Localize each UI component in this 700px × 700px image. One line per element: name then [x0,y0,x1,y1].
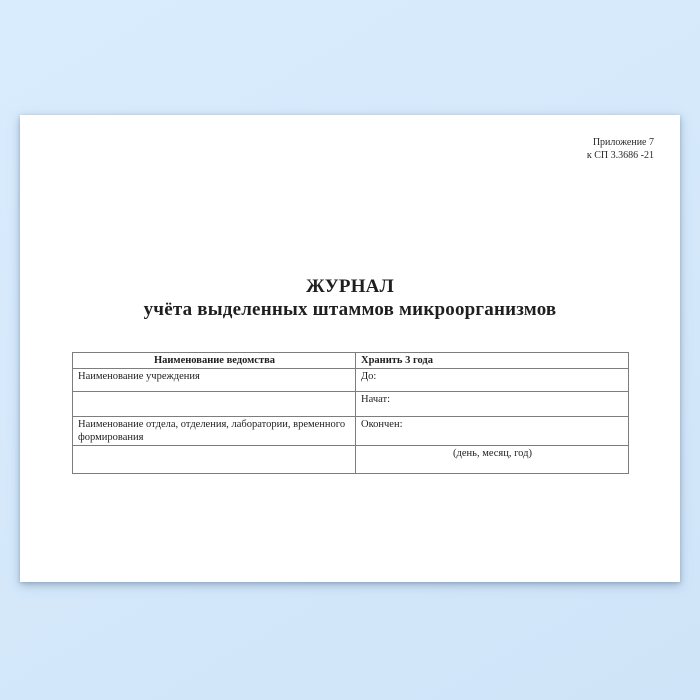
table-header-row [73,353,629,369]
document-page [20,115,680,582]
appendix-note-line1: Приложение 7 [592,137,654,148]
table-row [73,392,629,417]
cell-finished: Окончен: [356,417,629,446]
cell-started: Начат: [356,392,629,417]
header-cell-retention: Хранить 3 года [356,353,629,369]
cell-keep-until: До: [356,369,629,392]
page-title [20,275,680,321]
table-row [73,369,629,392]
table-row [73,446,629,474]
cell-unit-name: Наименование отдела, отделения, лаборатории, временного формирования [73,417,356,446]
header-cell-department: Наименование ведомства [73,353,356,369]
cell-empty [73,392,356,417]
strain-journal-info-table [72,352,629,474]
appendix-note [587,137,654,162]
table-row [73,417,629,446]
cell-institution-name: Наименование учреждения [73,369,356,392]
page-title-line1: ЖУРНАЛ [306,276,394,297]
cell-date-hint: (день, месяц, год) [356,446,629,474]
cell-empty [73,446,356,474]
appendix-note-line2: к СП 3.3686 -21 [586,149,654,161]
page-title-line2: учёта выделенных штаммов микроорганизмов [143,299,557,320]
